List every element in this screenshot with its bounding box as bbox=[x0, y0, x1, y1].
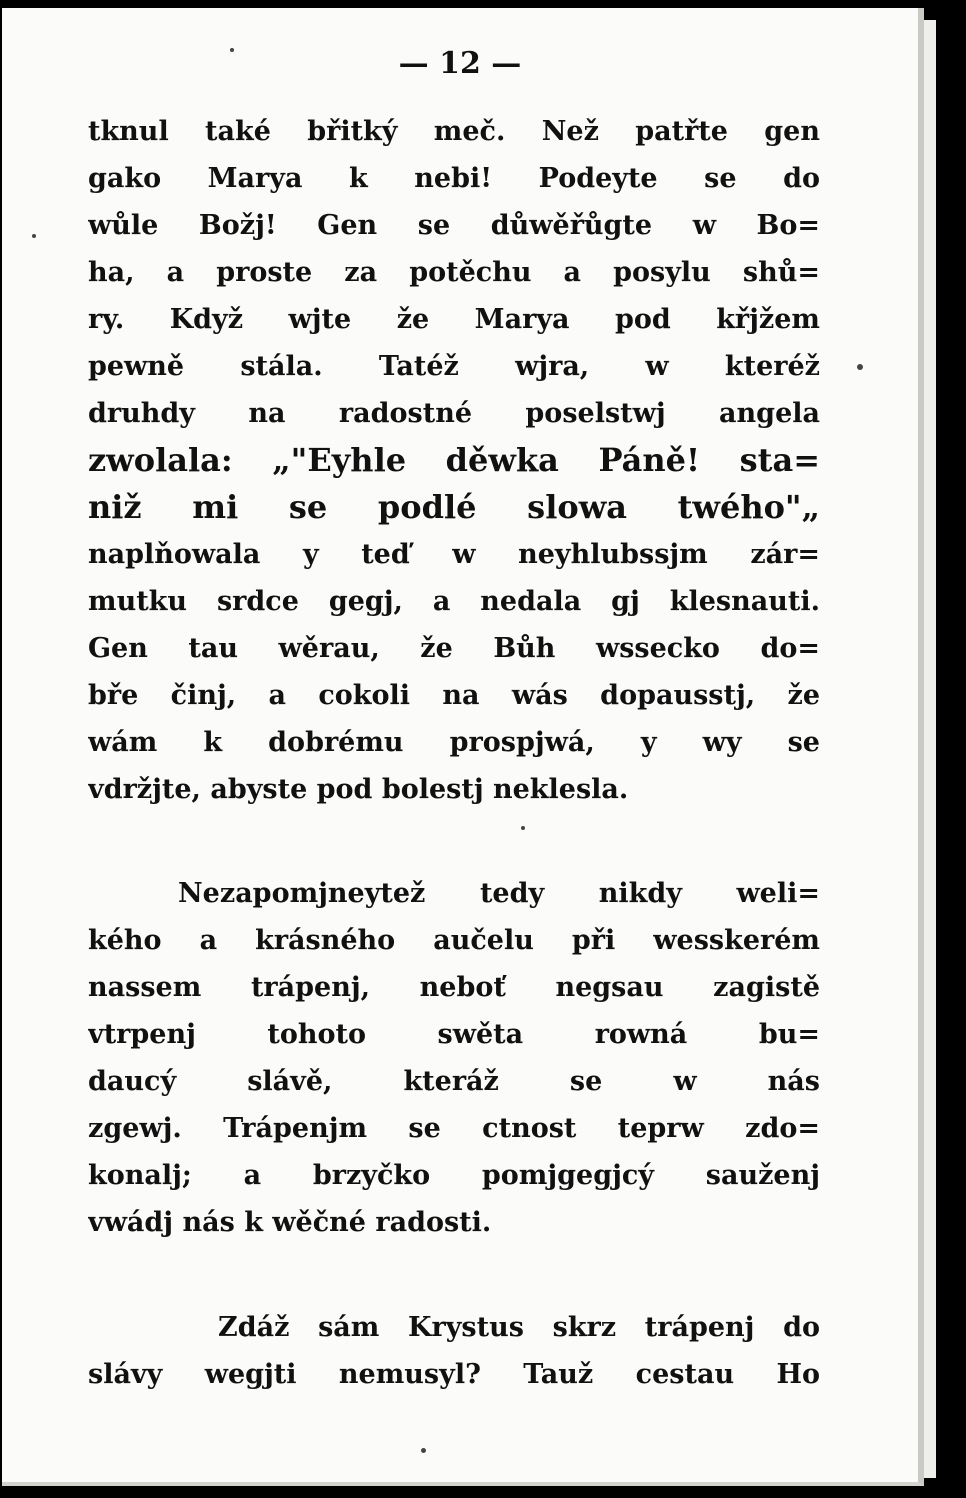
paragraph-1 bbox=[88, 108, 820, 813]
text-line: mutku srdce gegj, a nedala gj klesnauti. bbox=[88, 586, 820, 617]
text-line: kého a krásného aučelu při wesskerém bbox=[88, 925, 820, 956]
print-speck bbox=[857, 364, 863, 370]
text-line: Gen tau wěrau, že Bůh wssecko do= bbox=[88, 633, 820, 664]
text-line: daucý slávě, kteráž se w nás bbox=[88, 1066, 820, 1097]
text-line: naplňowala y teď w neyhlubssjm zár= bbox=[88, 539, 820, 570]
text-line: konalj; a brzyčko pomjgegjcý sauženj bbox=[88, 1160, 820, 1191]
paragraph-2 bbox=[88, 870, 820, 1246]
text-line: zgewj. Trápenjm se ctnost teprw zdo= bbox=[88, 1113, 820, 1144]
text-line: vwádj nás k wěčné radosti. bbox=[88, 1207, 492, 1238]
text-line: zwolala: „"Eyhle děwka Páně! sta= bbox=[88, 441, 820, 479]
text-line: pewně stála. Tatéž wjra, w kteréž bbox=[88, 351, 820, 382]
text-line: Zdáž sám Krystus skrz trápenj do bbox=[218, 1312, 820, 1343]
text-line: gako Marya k nebi! Podeyte se do bbox=[88, 163, 820, 194]
text-line: wůle Božj! Gen se důwěřůgte w Bo= bbox=[88, 210, 820, 241]
text-line: niž mi se podlé slowa twého"„ bbox=[88, 488, 820, 526]
print-speck bbox=[521, 826, 525, 830]
paragraph-3 bbox=[88, 1304, 820, 1398]
text-line: nassem trápenj, neboť negsau zagistě bbox=[88, 972, 820, 1003]
text-line: ha, a proste za potěchu a posylu shů= bbox=[88, 257, 820, 288]
print-speck bbox=[421, 1448, 426, 1453]
text-line: Nezapomjneytež tedy nikdy weli= bbox=[178, 878, 820, 909]
print-speck bbox=[32, 234, 36, 238]
text-line: vdržjte, abyste pod bolestj neklesla. bbox=[88, 774, 629, 805]
text-line: vtrpenj tohoto swěta rowná bu= bbox=[88, 1019, 820, 1050]
text-line: ry. Když wjte že Marya pod křjžem bbox=[88, 304, 820, 335]
text-line: wám k dobrému prospjwá, y wy se bbox=[88, 727, 820, 758]
text-line: slávy wegjti nemusyl? Tauž cestau Ho bbox=[88, 1359, 820, 1390]
text-line: druhdy na radostné poselstwj angela bbox=[88, 398, 820, 429]
adjacent-page-edge bbox=[924, 20, 936, 1478]
text-line: tknul také břitký meč. Než patřte gen bbox=[88, 116, 820, 147]
print-speck bbox=[230, 48, 234, 52]
book-page bbox=[2, 8, 924, 1486]
text-line: bře činj, a cokoli na wás dopausstj, že bbox=[88, 680, 820, 711]
page-number: — 12 — bbox=[398, 46, 522, 81]
